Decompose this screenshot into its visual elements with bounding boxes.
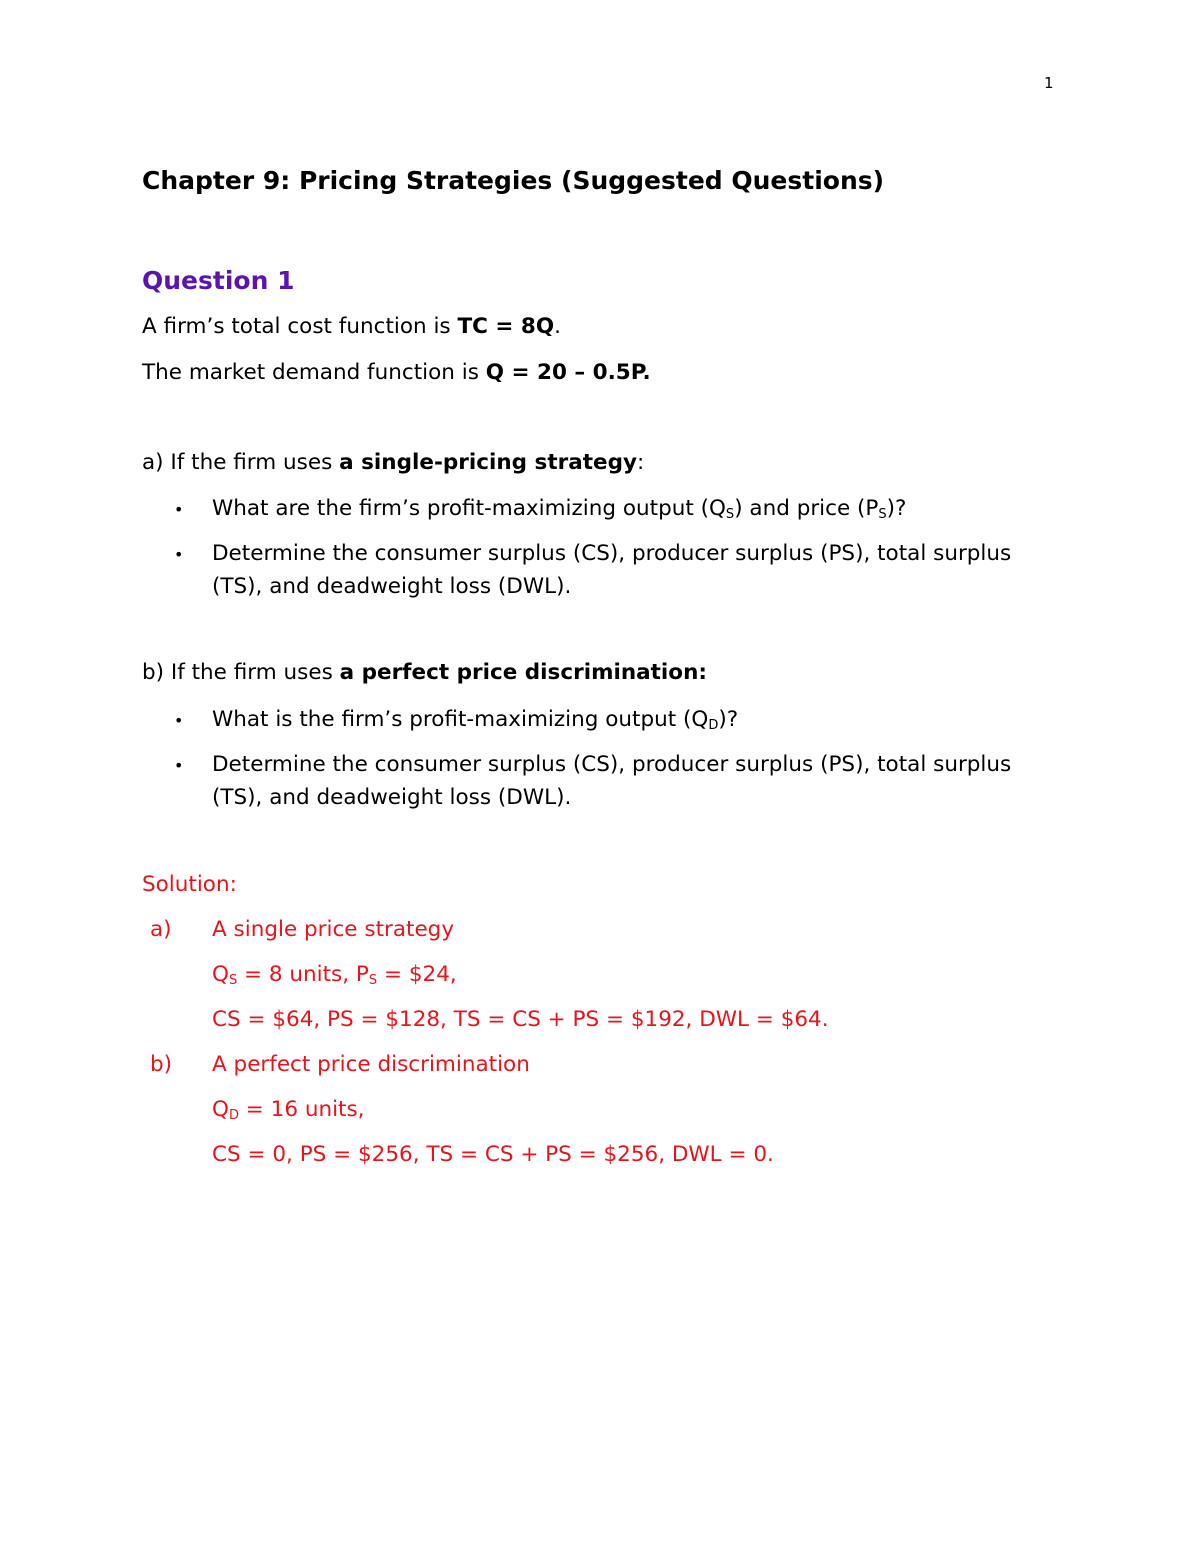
bullet-glyph: •	[174, 545, 184, 564]
demand-prefix: The market demand function is	[142, 360, 486, 385]
solution-a-marker: a)	[150, 917, 172, 942]
bullet-glyph: •	[174, 711, 184, 730]
part-b-prompt	[142, 660, 707, 685]
subscript: S	[228, 973, 238, 988]
tc-suffix: .	[554, 314, 561, 339]
text-run: Q	[212, 962, 229, 987]
solution-a-line-2: CS = $64, PS = $128, TS = CS + PS = $192, DWL = $64.	[212, 1007, 829, 1032]
solution-b-marker: b)	[150, 1052, 173, 1077]
solution-b-line-1	[212, 1097, 365, 1123]
solution-label: Solution:	[142, 872, 237, 897]
solution-a-heading: A single price strategy	[212, 917, 455, 942]
solution-a-line-1	[212, 962, 457, 988]
solution-b-line-2: CS = 0, PS = $256, TS = CS + PS = $256, DWL = 0.	[212, 1142, 774, 1167]
part-a-suffix: :	[636, 450, 645, 475]
text-run: )?	[886, 496, 907, 521]
chapter-title: Chapter 9: Pricing Strategies (Suggested Questions)	[142, 166, 885, 195]
part-b-bold: a perfect price discrimination:	[339, 660, 707, 685]
part-a-bullet-1	[212, 492, 1012, 531]
part-a-prefix: a) If the firm uses	[142, 450, 340, 475]
text-run: = 16 units,	[238, 1097, 365, 1122]
text-run: What is the firm’s profit-maximizing output (Q	[212, 707, 709, 732]
part-a-bold: a single-pricing strategy	[339, 450, 637, 475]
part-b-bullet-2: Determine the consumer surplus (CS), producer surplus (PS), total surplus (TS), and deadweight loss (DWL).	[212, 752, 1012, 810]
bullet-glyph: •	[174, 756, 184, 775]
page-number: 1	[1044, 74, 1054, 92]
subscript: D	[228, 1108, 239, 1123]
text-run: )?	[718, 707, 739, 732]
text-run: = $24,	[377, 962, 457, 987]
demand-formula: Q = 20 – 0.5P.	[485, 360, 651, 385]
demand-statement	[142, 360, 651, 385]
subscript: S	[368, 973, 378, 988]
solution-b-heading: A perfect price discrimination	[212, 1052, 530, 1077]
tc-formula: TC = 8Q	[457, 314, 555, 339]
tc-prefix: A firm’s total cost function is	[142, 314, 458, 339]
text-run: = 8 units, P	[237, 962, 369, 987]
subscript: S	[878, 507, 887, 522]
text-run: ) and price (P	[734, 496, 879, 521]
text-run: Q	[212, 1097, 229, 1122]
subscript: S	[725, 507, 735, 522]
part-b-prefix: b) If the firm uses	[142, 660, 340, 685]
bullet-glyph: •	[174, 500, 184, 519]
question-heading: Question 1	[142, 266, 295, 295]
part-a-prompt	[142, 450, 644, 475]
text-run: What are the firm’s profit-maximizing output (Q	[212, 496, 726, 521]
total-cost-statement	[142, 314, 561, 339]
part-a-bullet-2: Determine the consumer surplus (CS), producer surplus (PS), total surplus (TS), and deadweight loss (DWL).	[212, 541, 1012, 599]
subscript: D	[708, 718, 719, 733]
part-b-bullet-1	[212, 703, 1012, 742]
